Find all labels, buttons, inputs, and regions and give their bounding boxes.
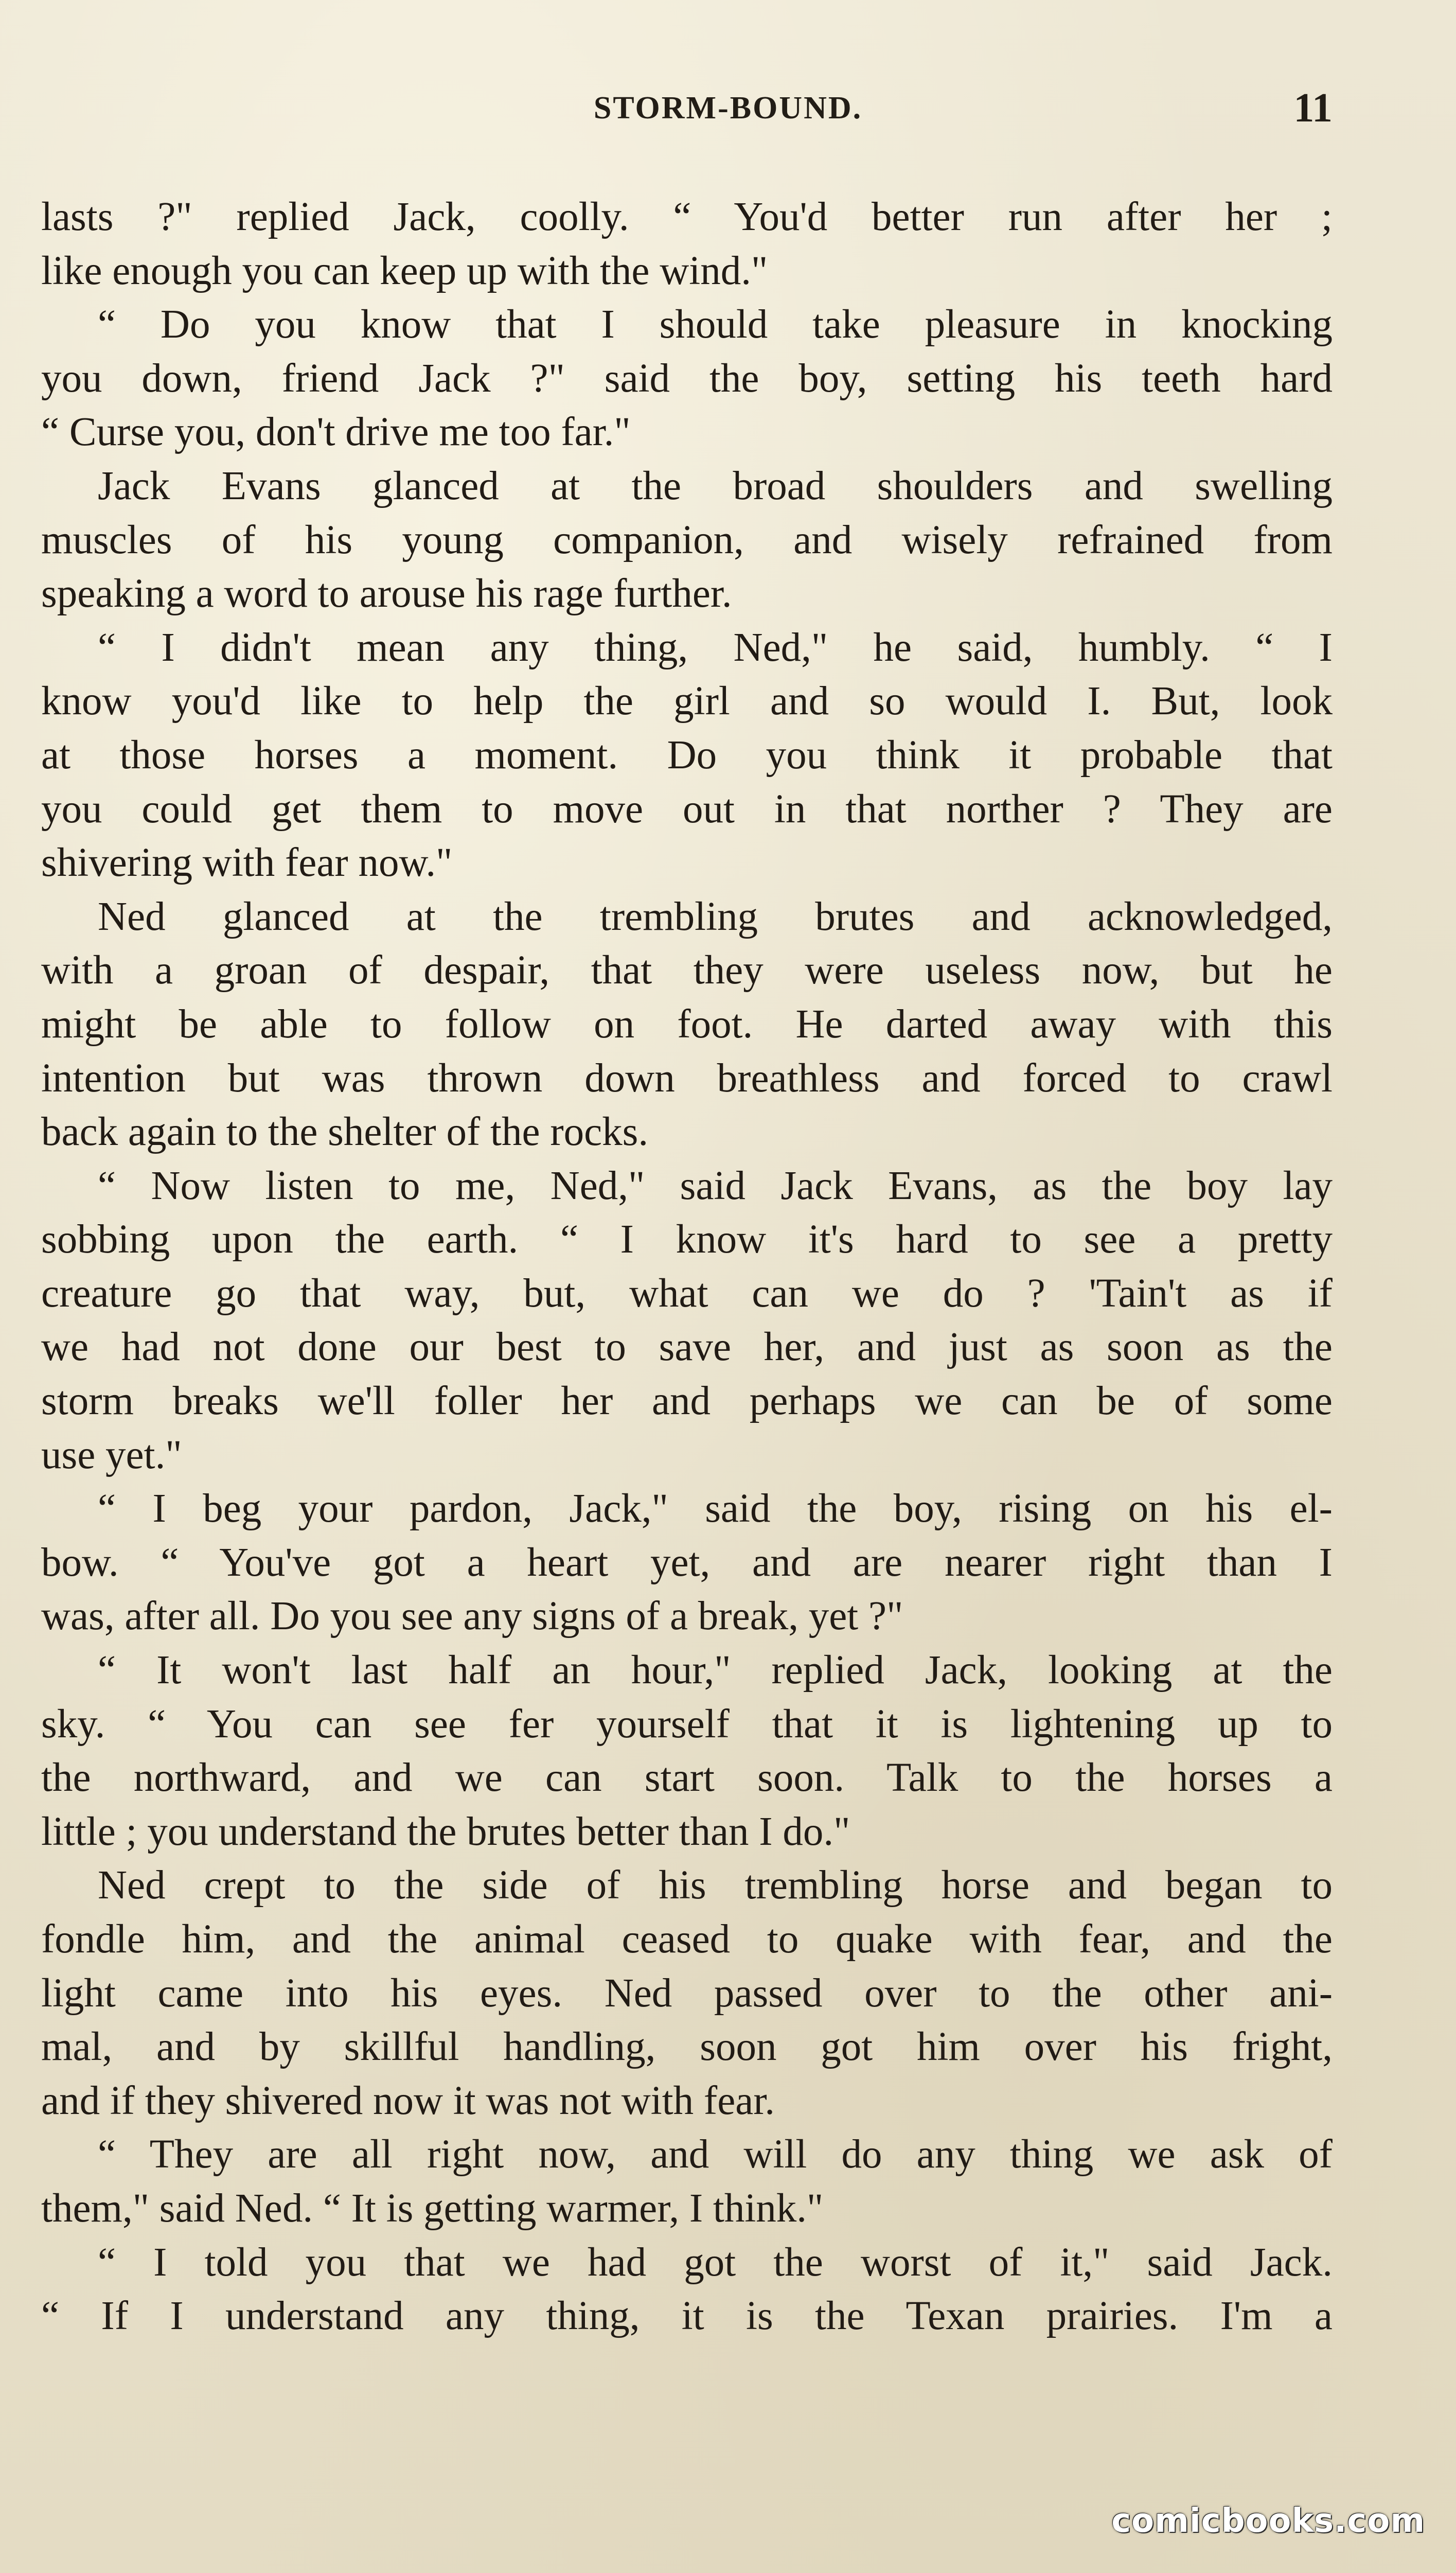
text-line: “ I didn't mean any thing, Ned," he said, humbly. “ I [98, 625, 1333, 670]
text-line: shivering with fear now." [41, 840, 453, 886]
text-line: and if they shivered now it was not with fear. [41, 2078, 775, 2123]
text-line: speaking a word to arouse his rage further. [41, 571, 732, 616]
text-line: fondle him, and the animal ceased to quake with fear, and the [41, 1917, 1333, 1962]
text-line: storm breaks we'll foller her and perhaps we can be of some [41, 1379, 1333, 1424]
text-line: “ They are all right now, and will do any thing we ask of [98, 2132, 1333, 2177]
text-line: “ Do you know that I should take pleasure in knocking [98, 302, 1333, 347]
watermark-text: comicbooks.com [1111, 2502, 1425, 2540]
running-head [0, 85, 1456, 142]
text-line: at those horses a moment. Do you think it probable that [41, 732, 1333, 778]
text-line: intention but was thrown down breathless and forced to crawl [41, 1055, 1333, 1101]
text-line: muscles of his young companion, and wisely refrained from [41, 517, 1333, 562]
text-line: know you'd like to help the girl and so would I. But, look [41, 679, 1333, 724]
text-line: “ It won't last half an hour," replied Jack, looking at the [98, 1648, 1333, 1693]
text-line: you down, friend Jack ?" said the boy, setting his teeth hard [41, 356, 1333, 401]
text-line: might be able to follow on foot. He darted away with this [41, 1001, 1333, 1047]
body-text [41, 190, 1333, 2343]
text-line: back again to the shelter of the rocks. [41, 1109, 649, 1155]
text-line: sobbing upon the earth. “ I know it's hard to see a pretty [41, 1217, 1333, 1262]
text-line: “ If I understand any thing, it is the Texan prairies. I'm a [41, 2294, 1333, 2339]
text-line: with a groan of despair, that they were useless now, but he [41, 948, 1333, 993]
text-line: “ Now listen to me, Ned," said Jack Evans, as the boy lay [98, 1163, 1333, 1208]
text-line: light came into his eyes. Ned passed over to the other ani- [41, 1970, 1333, 2016]
text-line: Jack Evans glanced at the broad shoulders and swelling [98, 463, 1333, 508]
text-line: “ Curse you, don't drive me too far." [41, 410, 631, 455]
page-number: 11 [1293, 85, 1333, 131]
text-line: mal, and by skillful handling, soon got him over his fright, [41, 2024, 1333, 2070]
text-line: bow. “ You've got a heart yet, and are nearer right than I [41, 1540, 1333, 1585]
text-line: Ned crept to the side of his trembling horse and began to [98, 1863, 1333, 1908]
text-line: use yet." [41, 1432, 182, 1477]
text-line: we had not done our best to save her, and just as soon as the [41, 1325, 1333, 1370]
text-line: sky. “ You can see fer yourself that it is lightening up to [41, 1701, 1333, 1747]
running-title: STORM-BOUND. [593, 91, 863, 126]
text-line: Ned glanced at the trembling brutes and acknowledged, [98, 894, 1333, 939]
text-line: “ I told you that we had got the worst of it," said Jack. [98, 2240, 1333, 2285]
text-line: lasts ?" replied Jack, coolly. “ You'd better run after her ; [41, 195, 1333, 239]
text-line: little ; you understand the brutes better than I do." [41, 1809, 850, 1854]
text-line: “ I beg your pardon, Jack," said the boy, rising on his el- [98, 1486, 1333, 1531]
text-line: was, after all. Do you see any signs of a break, yet ?" [41, 1594, 903, 1639]
text-line: the northward, and we can start soon. Talk to the horses a [41, 1755, 1333, 1801]
text-line: like enough you can keep up with the wind." [41, 248, 768, 293]
text-line: creature go that way, but, what can we do ? 'Tain't as if [41, 1271, 1333, 1316]
text-line: you could get them to move out in that norther ? They are [41, 786, 1333, 832]
text-line: them," said Ned. “ It is getting warmer, I think." [41, 2186, 824, 2231]
